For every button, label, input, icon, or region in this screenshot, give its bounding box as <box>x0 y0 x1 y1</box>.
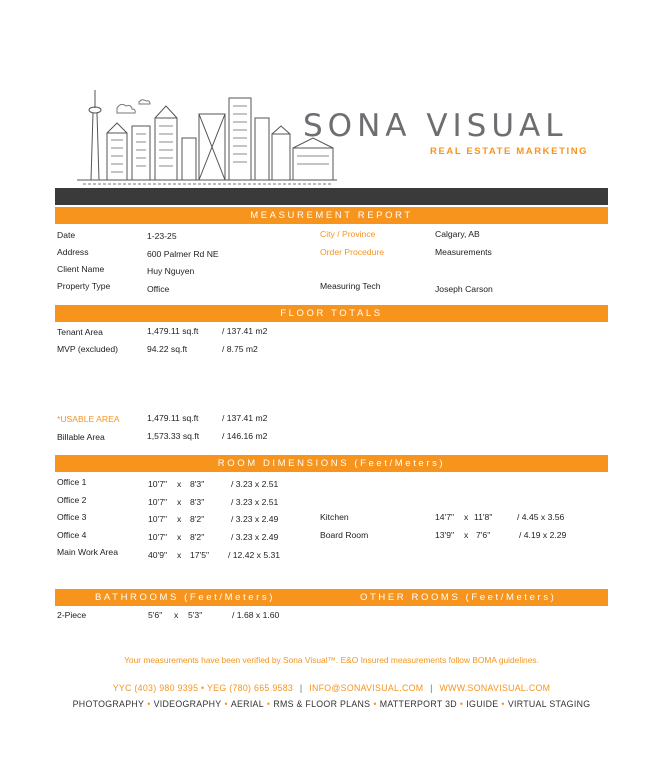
email-link[interactable]: INFO@SONAVISUAL.COM <box>309 683 424 693</box>
service-item: VIDEOGRAPHY <box>153 699 222 709</box>
usable-area-sqft: 1,479.11 sq.ft <box>147 413 199 423</box>
room-x-main-work-area: x <box>177 550 182 560</box>
billable-area-sqft: 1,573.33 sq.ft <box>147 431 200 441</box>
address-label: Address <box>57 247 89 257</box>
city-label: City / Province <box>320 229 376 239</box>
mvp-label: MVP (excluded) <box>57 344 118 354</box>
client-label: Client Name <box>57 264 105 274</box>
room-length-board-room: 7'6" <box>476 530 491 540</box>
section-bathrooms-other-bar <box>55 589 608 606</box>
room-x-office-4: x <box>177 532 182 542</box>
services-line <box>55 699 608 709</box>
address-value: 600 Palmer Rd NE <box>147 249 219 259</box>
billable-area-m2: / 146.16 m2 <box>222 431 268 441</box>
mvp-sqft: 94.22 sq.ft <box>147 344 188 354</box>
room-x-kitchen: x <box>464 512 469 522</box>
room-width-board-room: 13'9" <box>435 530 455 540</box>
bullet-icon: • <box>373 699 377 709</box>
bullet-icon: • <box>266 699 271 709</box>
tenant-area-label: Tenant Area <box>57 327 103 337</box>
room-width-office-1: 10'7" <box>148 479 168 489</box>
order-procedure-label: Order Procedure <box>320 247 385 257</box>
bullet-icon: • <box>147 699 151 709</box>
room-metric-main-work-area: / 12.42 x 5.31 <box>228 550 281 560</box>
service-item: IGUIDE <box>466 699 499 709</box>
city-skyline-logo <box>77 88 337 188</box>
bullet-icon: • <box>224 699 228 709</box>
room-metric-office-4: / 3.23 x 2.49 <box>231 532 279 542</box>
room-length-main-work-area: 17'5" <box>190 550 210 560</box>
header-divider-bar <box>55 188 608 205</box>
room-name-board-room: Board Room <box>320 530 369 540</box>
bath-name-2-piece: 2-Piece <box>57 610 87 620</box>
section-floor-totals: FLOOR TOTALS <box>55 305 608 322</box>
room-width-kitchen: 14'7" <box>435 512 455 522</box>
section-measurement-report: MEASUREMENT REPORT <box>55 207 608 224</box>
room-metric-office-1: / 3.23 x 2.51 <box>231 479 279 489</box>
room-x-office-3: x <box>177 514 182 524</box>
brand-tagline: REAL ESTATE MARKETING <box>430 146 589 157</box>
room-name-office-2: Office 2 <box>57 495 87 505</box>
section-other-rooms: OTHER ROOMS (Feet/Meters) <box>360 592 557 603</box>
room-length-office-3: 8'2" <box>190 514 205 524</box>
room-width-office-4: 10'7" <box>148 532 168 542</box>
service-item: MATTERPORT 3D <box>379 699 457 709</box>
room-name-office-3: Office 3 <box>57 512 87 522</box>
section-bathrooms: BATHROOMS (Feet/Meters) <box>95 592 275 603</box>
bath-length-2-piece: 5'3" <box>188 610 203 620</box>
room-length-office-1: 8'3" <box>190 479 205 489</box>
room-x-office-1: x <box>177 479 182 489</box>
room-length-office-2: 8'3" <box>190 497 205 507</box>
property-type-label: Property Type <box>57 281 111 291</box>
usable-area-m2: / 137.41 m2 <box>222 413 268 423</box>
verification-note: Your measurements have been verified by Sona Visual™. E&O Insured measurements follow BOMA guidelines. <box>124 655 539 665</box>
room-width-office-2: 10'7" <box>148 497 168 507</box>
room-width-main-work-area: 40'9" <box>148 550 168 560</box>
room-length-kitchen: 11'8" <box>474 512 493 522</box>
room-width-office-3: 10'7" <box>148 514 168 524</box>
room-name-office-1: Office 1 <box>57 477 87 487</box>
brand-name: SONA VISUAL <box>303 108 568 144</box>
mvp-m2: / 8.75 m2 <box>222 344 258 354</box>
service-item: VIRTUAL STAGING <box>507 699 591 709</box>
room-length-office-4: 8'2" <box>190 532 205 542</box>
separator: | <box>430 683 433 693</box>
bullet-icon: • <box>459 699 464 709</box>
bath-metric-2-piece: / 1.68 x 1.60 <box>232 610 280 620</box>
contact-line <box>55 683 608 693</box>
room-name-main-work-area: Main Work Area <box>57 547 118 557</box>
room-x-board-room: x <box>464 530 469 540</box>
separator: | <box>299 683 303 693</box>
room-name-kitchen: Kitchen <box>320 512 349 522</box>
tenant-area-m2: / 137.41 m2 <box>222 326 268 336</box>
section-room-dimensions: ROOM DIMENSIONS (Feet/Meters) <box>55 455 608 472</box>
room-metric-office-3: / 3.23 x 2.49 <box>231 514 279 524</box>
room-metric-board-room: / 4.19 x 2.29 <box>519 530 567 540</box>
brand-block <box>303 108 593 157</box>
city-value: Calgary, AB <box>435 229 480 239</box>
website-link[interactable]: WWW.SONAVISUAL.COM <box>439 683 551 693</box>
client-value: Huy Nguyen <box>147 266 195 276</box>
service-item: PHOTOGRAPHY <box>72 699 145 709</box>
date-label: Date <box>57 230 76 240</box>
billable-area-label: Billable Area <box>57 432 105 442</box>
room-metric-office-2: / 3.23 x 2.51 <box>231 497 279 507</box>
phone-numbers: YYC (403) 980 9395 • YEG (780) 665 9583 <box>112 683 294 693</box>
tenant-area-sqft: 1,479.11 sq.ft <box>147 326 199 336</box>
property-type-value: Office <box>147 284 170 294</box>
date-value: 1-23-25 <box>147 231 177 241</box>
bath-width-2-piece: 5'6" <box>148 610 163 620</box>
bath-x-2-piece: x <box>174 610 179 620</box>
usable-area-label: *USABLE AREA <box>57 414 120 424</box>
room-name-office-4: Office 4 <box>57 530 87 540</box>
header <box>55 80 608 190</box>
measuring-tech-value: Joseph Carson <box>435 284 493 294</box>
order-procedure-value: Measurements <box>435 247 492 257</box>
service-item: AERIAL <box>230 699 264 709</box>
service-item: RMS & FLOOR PLANS <box>273 699 371 709</box>
bullet-icon: • <box>501 699 505 709</box>
room-metric-kitchen: / 4.45 x 3.56 <box>517 512 565 522</box>
room-x-office-2: x <box>177 497 182 507</box>
measuring-tech-label: Measuring Tech <box>320 281 381 291</box>
